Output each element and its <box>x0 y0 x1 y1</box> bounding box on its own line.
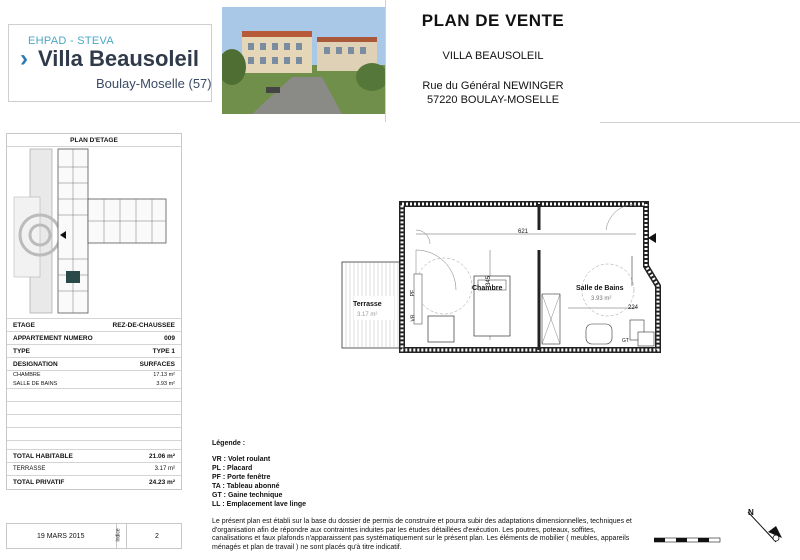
page-title: PLAN DE VENTE <box>421 11 565 30</box>
room-row: SALLE DE BAINS 3.93 m² <box>7 380 181 389</box>
sdb-area: 3.93 m² <box>591 296 612 302</box>
indice-label: Indice <box>115 528 122 542</box>
floor-plan-thumbnail <box>8 147 180 315</box>
legend-item: GT : Gaine technique <box>212 492 283 499</box>
legend-item: PF : Porte fenêtre <box>212 474 271 481</box>
row-type: TYPE TYPE 1 <box>7 345 181 358</box>
logo-subtitle: EHPAD - STEVA <box>28 35 115 47</box>
gt-label: GT <box>622 338 629 344</box>
dimension-sdb: 224 <box>628 305 639 311</box>
north-label: N <box>748 508 754 517</box>
row-terrasse: TERRASSE 3.17 m² <box>7 463 181 476</box>
empty-row <box>7 415 181 428</box>
plan-date: 19 MARS 2015 <box>37 533 85 540</box>
row-appartement: APPARTEMENT NUMERO 009 <box>7 332 181 345</box>
empty-row <box>7 428 181 441</box>
disclaimer-text: Le présent plan est établi sur la base du dossier de permis de construire et pourra subir des adaptations dimensionnelles, techniques et d'organisation afin de répondre aux contraintes induites par les études détaillées d'exécution. Les poutres, poteaux, soffites, canalisations et faux plafonds n'apparaissent pas systématiquement sur le présent plan. Les éléments de mobilier ( meubles, appareils ménagés et plan de travail ) ne sont placés qu'à titre indicatif. <box>212 518 632 551</box>
empty-row <box>7 402 181 415</box>
empty-row <box>7 441 181 450</box>
sdb-label: Salle de Bains <box>576 285 624 292</box>
street-address: Rue du Général NEWINGER <box>422 80 564 92</box>
floor-plan-heading: PLAN D'ETAGE <box>7 134 181 147</box>
chevron-right-icon: › <box>20 45 28 72</box>
indice-cell <box>117 524 127 548</box>
pf-label: PF <box>410 289 417 297</box>
legend-item: VR : Volet roulant <box>212 456 271 463</box>
residence-name: VILLA BEAUSOLEIL <box>442 50 544 62</box>
row-total-habitable: TOTAL HABITABLE 21.06 m² <box>7 450 181 463</box>
logo-name: Villa Beausoleil <box>38 46 200 71</box>
header-bottom-line <box>600 122 800 123</box>
chambre-label: Chambre <box>472 285 503 292</box>
dimension-depth: 345 <box>486 275 493 287</box>
scale-bar <box>654 536 724 544</box>
dimension-width: 621 <box>518 229 529 235</box>
legend-title: Légende : <box>212 440 246 447</box>
legend-item: LL : Emplacement lave linge <box>212 501 307 508</box>
apartment-plan <box>336 190 666 360</box>
row-designation: DESIGNATION SURFACES <box>7 358 181 371</box>
logo-city: Boulay-Moselle (57) <box>96 76 212 91</box>
date-box <box>6 523 182 549</box>
room-row: CHAMBRE 17.13 m² <box>13 372 175 378</box>
row-etage: ETAGE REZ-DE-CHAUSSEE <box>7 319 181 332</box>
legend-item: TA : Tableau abonné <box>212 483 280 490</box>
vr-label: VR <box>410 314 417 322</box>
row-total-privatif: TOTAL PRIVATIF 24.23 m² <box>13 479 175 486</box>
empty-row <box>7 389 181 402</box>
legend-item: PL : Placard <box>212 465 253 472</box>
terrasse-area: 3.17 m² <box>357 312 378 318</box>
terrasse-label: Terrasse <box>353 301 382 308</box>
building-photo <box>222 7 385 114</box>
town-address: 57220 BOULAY-MOSELLE <box>426 94 560 106</box>
indice-value: 2 <box>155 533 159 540</box>
